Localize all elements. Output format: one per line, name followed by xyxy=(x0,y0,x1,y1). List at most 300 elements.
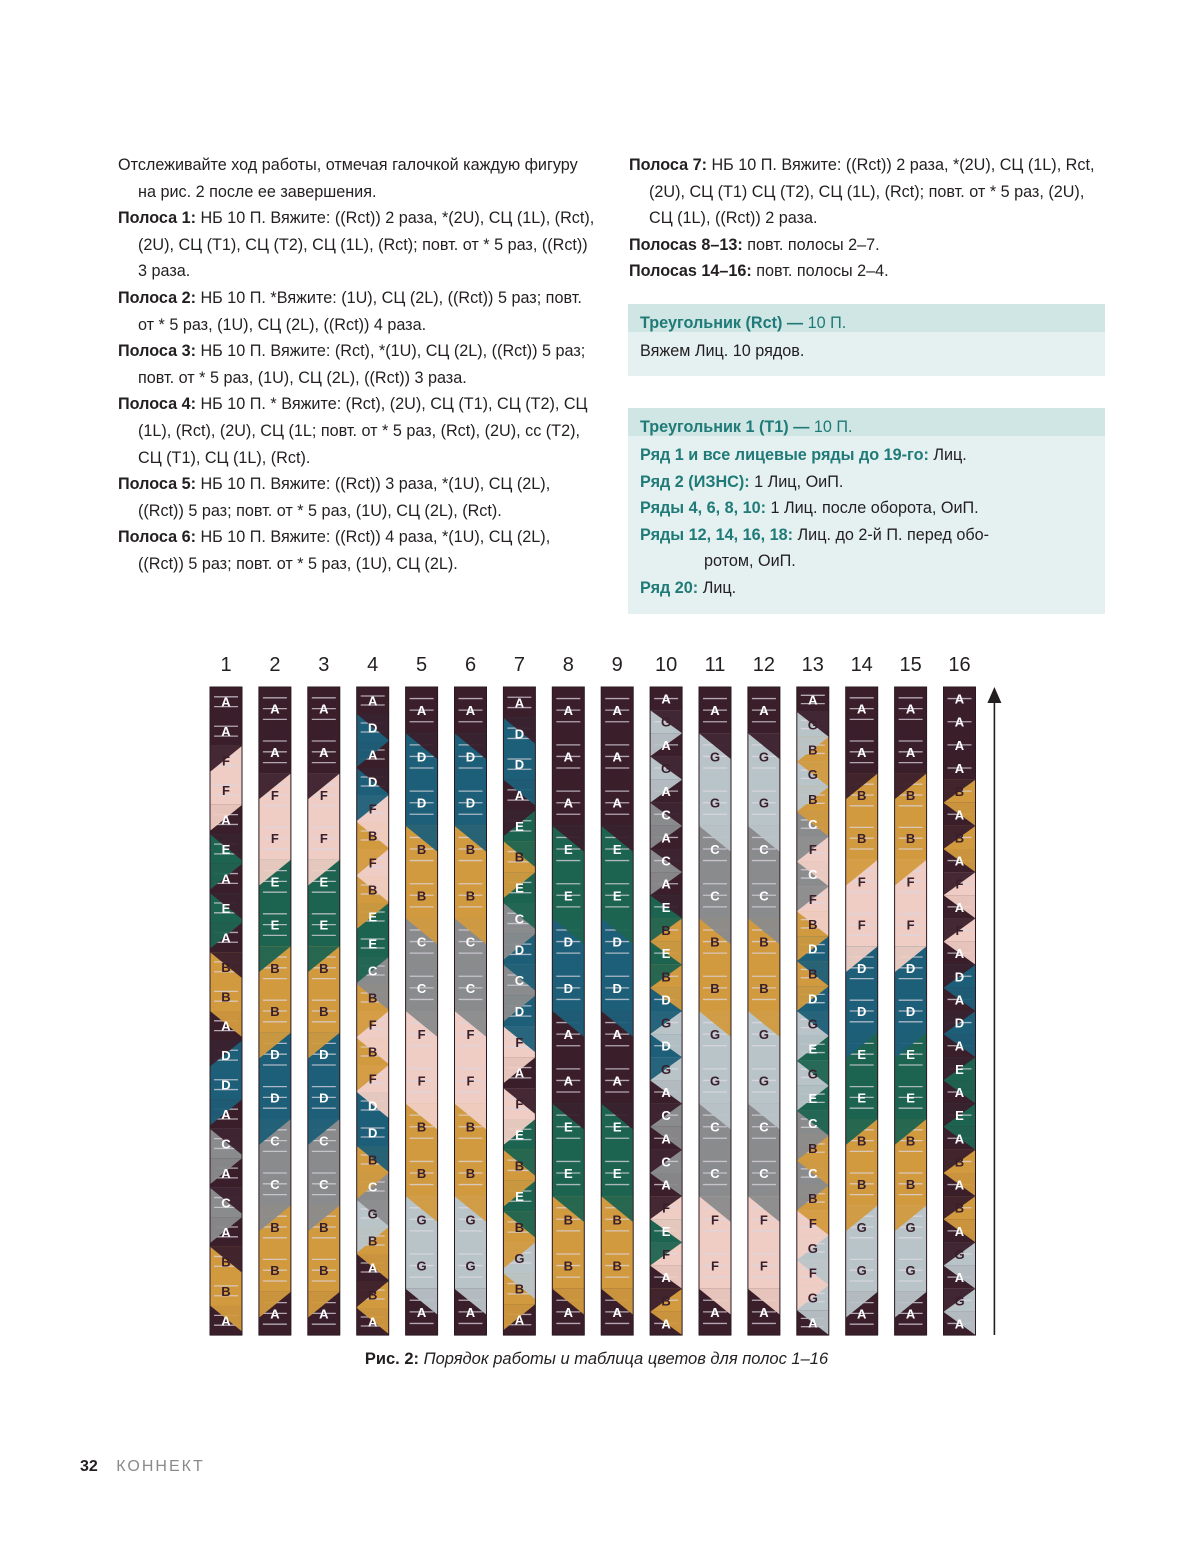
segment-color-letter: A xyxy=(710,1304,720,1320)
segment-color-letter: B xyxy=(368,882,378,898)
segment-color-letter: G xyxy=(709,1073,721,1089)
segment-color-letter: D xyxy=(808,941,818,957)
segment-color-letter: B xyxy=(905,788,916,803)
segment-color-letter: F xyxy=(808,842,817,857)
segment-color-letter: G xyxy=(709,749,721,765)
strips-14-16-instructions: Полосas 14–16: повт. полосы 2–4. xyxy=(629,262,889,281)
segment-color-letter: A xyxy=(954,992,965,1008)
segment-color-letter: C xyxy=(808,817,818,833)
segment-color-letter: D xyxy=(808,991,818,1007)
segment-color-letter: D xyxy=(857,960,867,976)
segment-color-letter: A xyxy=(612,1304,622,1320)
column-number-label: 16 xyxy=(948,654,971,676)
segment-color-letter: B xyxy=(270,1004,280,1019)
segment-color-letter: B xyxy=(808,916,818,932)
segment-color-letter: B xyxy=(368,1287,378,1303)
segment-color-letter: F xyxy=(808,891,817,907)
figure-caption: Рис. 2: Порядок работы и таблица цветов для полос 1–16 xyxy=(364,1350,829,1368)
segment-color-letter: A xyxy=(905,744,916,760)
segment-color-letter: B xyxy=(514,1281,525,1297)
column-number-label: 4 xyxy=(367,654,379,676)
segment-color-letter: A xyxy=(661,1316,671,1332)
segment-color-letter: B xyxy=(759,934,769,950)
segment-color-letter: C xyxy=(416,934,427,950)
right-column xyxy=(629,152,1109,285)
segment-color-letter: A xyxy=(661,1270,671,1286)
segment-color-letter: D xyxy=(954,969,965,985)
segment-color-letter: C xyxy=(759,1166,769,1181)
segment-color-letter: F xyxy=(662,1247,671,1262)
segment-color-letter: E xyxy=(368,936,378,952)
segment-color-letter: A xyxy=(368,1260,378,1276)
rct-box-body: Вяжем Лиц. 10 рядов. xyxy=(640,342,805,360)
segment-color-letter: C xyxy=(270,1176,280,1192)
segment-color-letter: A xyxy=(221,1166,231,1181)
segment-color-letter: G xyxy=(807,1016,818,1032)
segment-color-letter: F xyxy=(417,1073,426,1089)
segment-color-letter: G xyxy=(807,767,818,783)
segment-color-letter: F xyxy=(808,1215,817,1231)
segment-color-letter: D xyxy=(368,720,378,736)
segment-color-letter: D xyxy=(416,749,427,765)
column-number-label: 12 xyxy=(752,654,776,676)
strip-1-instructions: Полоса 1: НБ 10 П. Вяжите: ((Rct)) 2 раза, *(2U), СЦ (1L), (Rct), (2U), СЦ (T1), СЦ (T2), СЦ (1L), (Rct); повт. от * 5 раз, ((Rct)) 3 раза. xyxy=(118,209,595,281)
segment-color-letter: B xyxy=(368,1044,378,1060)
segment-color-letter: A xyxy=(319,701,329,717)
segment-color-letter: F xyxy=(711,1258,719,1274)
segment-color-letter: D xyxy=(221,1077,231,1093)
segment-color-letter: E xyxy=(906,1090,915,1106)
page-footer xyxy=(80,1458,205,1476)
segment-color-letter: D xyxy=(905,1004,916,1019)
segment-color-letter: F xyxy=(270,788,279,803)
segment-color-letter: F xyxy=(662,1200,671,1216)
segment-color-letter: A xyxy=(368,747,378,763)
segment-color-letter: F xyxy=(222,783,230,799)
t1-triangle-box xyxy=(628,408,1105,614)
segment-color-letter: F xyxy=(270,831,279,847)
segment-color-letter: D xyxy=(368,1125,378,1141)
segment-color-letter: G xyxy=(954,1247,965,1262)
segment-color-letter: A xyxy=(759,703,769,719)
segment-color-letter: B xyxy=(319,1220,329,1235)
segment-color-letter: G xyxy=(905,1220,916,1235)
segment-color-letter: E xyxy=(612,1166,622,1181)
t1-row-line: Ряды 12, 14, 16, 18: Лиц. до 2-й П. перед обо- xyxy=(640,525,989,544)
segment-color-letter: A xyxy=(954,1177,965,1193)
segment-color-letter: G xyxy=(807,717,818,733)
segment-color-letter: A xyxy=(661,830,671,846)
t1-row-line: Ряд 2 (ИЗНС): 1 Лиц, ОиП. xyxy=(640,472,844,491)
strips-8-13-instructions: Полосas 8–13: повт. полосы 2–7. xyxy=(629,235,880,254)
segment-color-letter: D xyxy=(368,774,378,790)
column-number-label: 13 xyxy=(801,654,824,676)
segment-color-letter: G xyxy=(465,1212,476,1228)
column-number-label: 15 xyxy=(899,654,922,676)
segment-color-letter: D xyxy=(465,749,476,765)
strip-3-instructions: Полоса 3: НБ 10 П. Вяжите: (Rct), *(1U), СЦ (2L), ((Rct)) 5 раз; повт. от * 5 раз, (1U), СЦ (2L), ((Rct)) 3 раза. xyxy=(118,342,586,387)
segment-color-letter: A xyxy=(368,693,378,709)
segment-color-letter: F xyxy=(955,876,964,892)
segment-color-letter: A xyxy=(221,1107,231,1123)
segment-color-letter: C xyxy=(710,842,720,857)
segment-color-letter: E xyxy=(808,1041,818,1057)
segment-color-letter: B xyxy=(710,934,720,950)
segment-color-letter: B xyxy=(808,792,818,808)
segment-color-letter: A xyxy=(954,714,965,730)
segment-color-letter: B xyxy=(954,830,965,846)
segment-color-letter: A xyxy=(954,1223,965,1239)
segment-color-letter: A xyxy=(514,1312,525,1328)
segment-color-letter: E xyxy=(368,909,378,925)
segment-color-letter: A xyxy=(857,744,867,760)
segment-color-letter: E xyxy=(515,818,524,834)
segment-color-letter: B xyxy=(416,1119,427,1135)
segment-color-letter: G xyxy=(954,1293,965,1309)
segment-color-letter: G xyxy=(367,1206,378,1222)
segment-color-letter: C xyxy=(661,853,671,869)
segment-color-letter: E xyxy=(563,1119,573,1135)
segment-color-letter: B xyxy=(465,1166,476,1181)
segment-color-letter: B xyxy=(465,1119,476,1135)
segment-color-letter: B xyxy=(270,1263,280,1279)
segment-color-letter: B xyxy=(857,831,867,847)
segment-color-letter: B xyxy=(905,1133,916,1149)
segment-color-letter: G xyxy=(856,1263,867,1279)
segment-color-letter: D xyxy=(612,980,622,996)
segment-color-letter: A xyxy=(905,1306,916,1322)
segment-color-letter: E xyxy=(515,880,524,896)
segment-color-letter: A xyxy=(954,853,965,869)
rct-box-title: Треугольник (Rct) — 10 П. xyxy=(628,304,1105,332)
segment-color-letter: A xyxy=(221,812,231,828)
segment-color-letter: G xyxy=(758,1073,769,1089)
segment-color-letter: B xyxy=(416,888,427,904)
segment-color-letter: A xyxy=(465,1304,476,1320)
segment-color-letter: B xyxy=(905,1176,916,1192)
segment-color-letter: B xyxy=(514,1158,525,1174)
segment-color-letter: B xyxy=(368,1233,378,1249)
segment-color-letter: B xyxy=(563,1212,573,1228)
segment-color-letter: D xyxy=(514,726,525,742)
segment-color-letter: B xyxy=(808,1190,818,1206)
segment-color-letter: A xyxy=(710,703,720,719)
segment-color-letter: B xyxy=(368,990,378,1006)
segment-color-letter: D xyxy=(514,1004,525,1019)
segment-color-letter: E xyxy=(857,1090,867,1106)
segment-color-letter: A xyxy=(514,695,525,711)
segment-color-letter: A xyxy=(954,807,965,823)
segment-color-letter: A xyxy=(563,703,573,719)
segment-color-letter: B xyxy=(319,1004,329,1019)
segment-color-letter: E xyxy=(612,842,622,857)
segment-color-letter: D xyxy=(416,795,427,811)
segment-color-letter: A xyxy=(221,1224,231,1240)
segment-color-letter: D xyxy=(857,1004,867,1019)
segment-color-letter: B xyxy=(954,1154,965,1170)
segment-color-letter: C xyxy=(808,1166,818,1181)
segment-color-letter: A xyxy=(954,1085,965,1100)
segment-color-letter: F xyxy=(368,801,377,817)
segment-color-letter: B xyxy=(416,1166,427,1181)
segment-color-letter: F xyxy=(319,788,328,803)
segment-color-letter: C xyxy=(221,1195,231,1211)
segment-color-letter: A xyxy=(857,1306,867,1322)
segment-color-letter: C xyxy=(221,1136,231,1152)
column-number-label: 1 xyxy=(220,654,232,676)
segment-color-letter: A xyxy=(563,749,573,765)
segment-color-letter: B xyxy=(368,1152,378,1168)
segment-color-letter: F xyxy=(759,1212,768,1228)
segment-color-letter: C xyxy=(514,973,525,989)
segment-color-letter: A xyxy=(661,737,671,753)
segment-color-letter: D xyxy=(563,934,573,950)
segment-color-letter: E xyxy=(661,1223,671,1239)
segment-color-letter: A xyxy=(612,1073,622,1089)
segment-color-letter: C xyxy=(416,980,427,996)
segment-color-letter: A xyxy=(954,761,965,776)
segment-color-letter: E xyxy=(563,842,573,857)
segment-color-letter: A xyxy=(221,930,231,946)
segment-color-letter: F xyxy=(808,1265,817,1281)
segment-color-letter: F xyxy=(515,1096,524,1112)
segment-color-letter: F xyxy=(906,874,915,890)
segment-color-letter: D xyxy=(661,1038,671,1054)
segment-color-letter: D xyxy=(563,980,573,996)
segment-color-letter: F xyxy=(906,917,915,933)
segment-color-letter: A xyxy=(368,1314,378,1330)
segment-color-letter: A xyxy=(221,724,231,740)
segment-color-letter: B xyxy=(808,1141,818,1157)
segment-color-letter: F xyxy=(319,831,328,847)
segment-color-letter: C xyxy=(368,963,378,979)
segment-color-letter: B xyxy=(612,1212,622,1228)
segment-color-letter: F xyxy=(515,1034,524,1050)
column-number-label: 5 xyxy=(416,654,428,676)
segment-color-letter: B xyxy=(857,1176,867,1192)
segment-color-letter: B xyxy=(661,923,671,938)
column-number-label: 11 xyxy=(704,654,726,676)
segment-color-letter: D xyxy=(221,1048,231,1064)
segment-color-letter: D xyxy=(465,795,476,811)
strip-6-instructions: Полоса 6: НБ 10 П. Вяжите: ((Rct)) 4 раза, *(1U), СЦ (2L), ((Rct)) 5 раз; повт. от * 5 раз, (1U), СЦ (2L). xyxy=(118,528,551,573)
segment-color-letter: A xyxy=(661,784,671,800)
segment-color-letter: E xyxy=(319,917,329,933)
segment-color-letter: G xyxy=(758,1027,769,1043)
segment-color-letter: F xyxy=(711,1212,719,1228)
segment-color-letter: C xyxy=(710,1119,720,1135)
segment-color-letter: E xyxy=(515,1189,524,1205)
segment-color-letter: A xyxy=(612,703,622,719)
segment-color-letter: A xyxy=(221,871,231,887)
segment-color-letter: D xyxy=(270,1090,280,1106)
segment-color-letter: A xyxy=(221,694,231,710)
segment-color-letter: D xyxy=(954,1015,965,1031)
segment-color-letter: A xyxy=(416,1304,427,1320)
segment-color-letter: C xyxy=(808,1116,818,1132)
segment-color-letter: D xyxy=(514,757,525,773)
segment-color-letter: E xyxy=(661,946,671,962)
rct-triangle-box xyxy=(628,304,1105,376)
segment-color-letter: C xyxy=(270,1133,280,1149)
segment-color-letter: A xyxy=(661,1085,671,1100)
segment-color-letter: A xyxy=(563,1027,573,1043)
segment-color-letter: D xyxy=(270,1047,280,1063)
segment-color-letter: B xyxy=(465,888,476,904)
segment-color-letter: B xyxy=(368,828,378,844)
column-number-label: 3 xyxy=(318,654,330,676)
segment-color-letter: B xyxy=(319,960,329,976)
segment-color-letter: B xyxy=(612,1258,622,1274)
t1-row-line: Ряд 1 и все лицевые ряды до 19-го: Лиц. xyxy=(640,446,967,464)
segment-color-letter: B xyxy=(857,1133,867,1149)
segment-color-letter: A xyxy=(661,1177,671,1193)
segment-color-letter: A xyxy=(857,701,867,717)
segment-color-letter: A xyxy=(954,1270,965,1286)
segment-color-letter: A xyxy=(612,795,622,811)
segment-color-letter: C xyxy=(759,888,769,904)
segment-color-letter: G xyxy=(416,1258,427,1274)
column-number-label: 2 xyxy=(269,654,281,676)
segment-color-letter: D xyxy=(905,960,916,976)
segment-color-letter: E xyxy=(270,874,280,890)
segment-color-letter: B xyxy=(954,1200,965,1216)
segment-color-letter: E xyxy=(270,917,280,933)
segment-color-letter: B xyxy=(270,1220,280,1235)
segment-color-letter: F xyxy=(857,917,866,933)
segment-color-letter: D xyxy=(514,942,525,958)
segment-color-letter: A xyxy=(563,1304,573,1320)
segment-color-letter: G xyxy=(661,714,672,730)
segment-color-letter: A xyxy=(221,1313,231,1329)
segment-color-letter: F xyxy=(368,855,377,871)
segment-color-letter: G xyxy=(661,761,672,776)
segment-color-letter: D xyxy=(319,1047,329,1063)
segment-color-letter: A xyxy=(465,703,476,719)
segment-color-letter: G xyxy=(709,795,721,811)
strip-5-instructions: Полоса 5: НБ 10 П. Вяжите: ((Rct)) 3 раза, *(1U), СЦ (2L), ((Rct)) 5 раз; повт. от * 5 раз, (1U), СЦ (2L), (Rct). xyxy=(118,475,551,520)
segment-color-letter: B xyxy=(416,842,427,857)
segment-color-letter: C xyxy=(661,1108,671,1124)
segment-color-letter: G xyxy=(514,1250,525,1266)
segment-color-letter: A xyxy=(270,744,280,760)
segment-color-letter: B xyxy=(221,959,231,975)
segment-color-letter: E xyxy=(612,888,622,904)
segment-color-letter: B xyxy=(808,742,818,758)
segment-color-letter: D xyxy=(368,1098,378,1114)
segment-color-letter: B xyxy=(808,966,818,982)
segment-color-letter: F xyxy=(222,753,230,769)
segment-color-letter: G xyxy=(758,795,769,811)
segment-color-letter: B xyxy=(710,980,720,996)
segment-color-letter: C xyxy=(710,1166,720,1181)
segment-color-letter: A xyxy=(808,692,818,708)
segment-color-letter: E xyxy=(955,1108,964,1124)
segment-color-letter: C xyxy=(759,1119,769,1135)
segment-color-letter: A xyxy=(270,701,280,717)
segment-color-letter: C xyxy=(465,980,476,996)
column-number-label: 7 xyxy=(513,654,525,676)
segment-color-letter: C xyxy=(808,866,818,882)
segment-color-letter: G xyxy=(416,1212,427,1228)
segment-color-letter: A xyxy=(270,1306,280,1322)
segment-color-letter: B xyxy=(221,989,231,1005)
segment-color-letter: G xyxy=(465,1258,476,1274)
segment-color-letter: A xyxy=(661,691,671,707)
t1-box-body xyxy=(628,436,1105,612)
segment-color-letter: C xyxy=(319,1176,329,1192)
segment-color-letter: B xyxy=(221,1283,231,1299)
segment-color-letter: A xyxy=(416,703,427,719)
segment-color-letter: A xyxy=(661,876,671,892)
segment-color-letter: F xyxy=(368,1071,377,1087)
segment-color-letter: A xyxy=(954,1316,965,1332)
segment-color-letter: E xyxy=(808,1091,818,1107)
segment-color-letter: B xyxy=(319,1263,329,1279)
segment-color-letter: C xyxy=(759,842,769,857)
t1-box-title: Треугольник 1 (T1) — 10 П. xyxy=(628,408,1105,436)
strip-7-instructions: Полоса 7: НБ 10 П. Вяжите: ((Rct)) 2 раза, *(2U), СЦ (1L), Rct, (2U), СЦ (T1) СЦ (T2), СЦ (1L), (Rct); повт. от * 5 раз, (2U), СЦ (1L), ((Rct)) 2 раза. xyxy=(629,156,1095,228)
magazine-name: КОННЕКТ xyxy=(116,1458,205,1475)
left-column xyxy=(118,152,598,578)
segment-color-letter: A xyxy=(954,899,965,915)
segment-color-letter: F xyxy=(466,1027,475,1043)
segment-color-letter: A xyxy=(221,1018,231,1034)
segment-color-letter: B xyxy=(661,1293,671,1309)
segment-color-letter: C xyxy=(661,807,671,823)
segment-color-letter: B xyxy=(857,788,867,803)
segment-color-letter: B xyxy=(514,1220,525,1235)
segment-color-letter: A xyxy=(514,788,525,803)
segment-color-letter: F xyxy=(417,1027,426,1043)
segment-color-letter: F xyxy=(466,1073,475,1089)
segment-color-letter: A xyxy=(954,1131,965,1147)
segment-color-letter: E xyxy=(563,888,573,904)
segment-color-letter: F xyxy=(857,874,866,890)
column-number-label: 8 xyxy=(562,654,574,676)
segment-color-letter: C xyxy=(661,1154,671,1170)
segment-color-letter: B xyxy=(465,842,476,857)
segment-color-letter: A xyxy=(319,1306,329,1322)
segment-color-letter: A xyxy=(954,946,965,962)
segment-color-letter: A xyxy=(759,1304,769,1320)
segment-color-letter: D xyxy=(319,1090,329,1106)
segment-color-letter: E xyxy=(319,874,329,890)
segment-color-letter: A xyxy=(954,1038,965,1054)
segment-color-letter: A xyxy=(319,744,329,760)
segment-color-letter: E xyxy=(563,1166,573,1181)
column-number-label: 6 xyxy=(464,654,477,676)
segment-color-letter: G xyxy=(807,1240,818,1256)
segment-color-letter: B xyxy=(954,784,965,800)
segment-color-letter: B xyxy=(759,980,769,996)
segment-color-letter: B xyxy=(221,1254,231,1270)
segment-color-letter: D xyxy=(612,934,622,950)
segment-color-letter: E xyxy=(221,900,231,916)
segment-color-letter: A xyxy=(612,749,622,765)
segment-color-letter: B xyxy=(905,831,916,847)
segment-color-letter: C xyxy=(465,934,476,950)
segment-color-letter: E xyxy=(661,899,671,915)
segment-color-letter: E xyxy=(221,842,231,857)
segment-color-letter: A xyxy=(661,1131,671,1147)
segment-color-letter: A xyxy=(563,1073,573,1089)
segment-color-letter: A xyxy=(563,795,573,811)
segment-color-letter: E xyxy=(955,1061,964,1077)
segment-color-letter: E xyxy=(857,1047,867,1063)
segment-color-letter: F xyxy=(955,923,964,938)
segment-color-letter: G xyxy=(661,1015,672,1031)
